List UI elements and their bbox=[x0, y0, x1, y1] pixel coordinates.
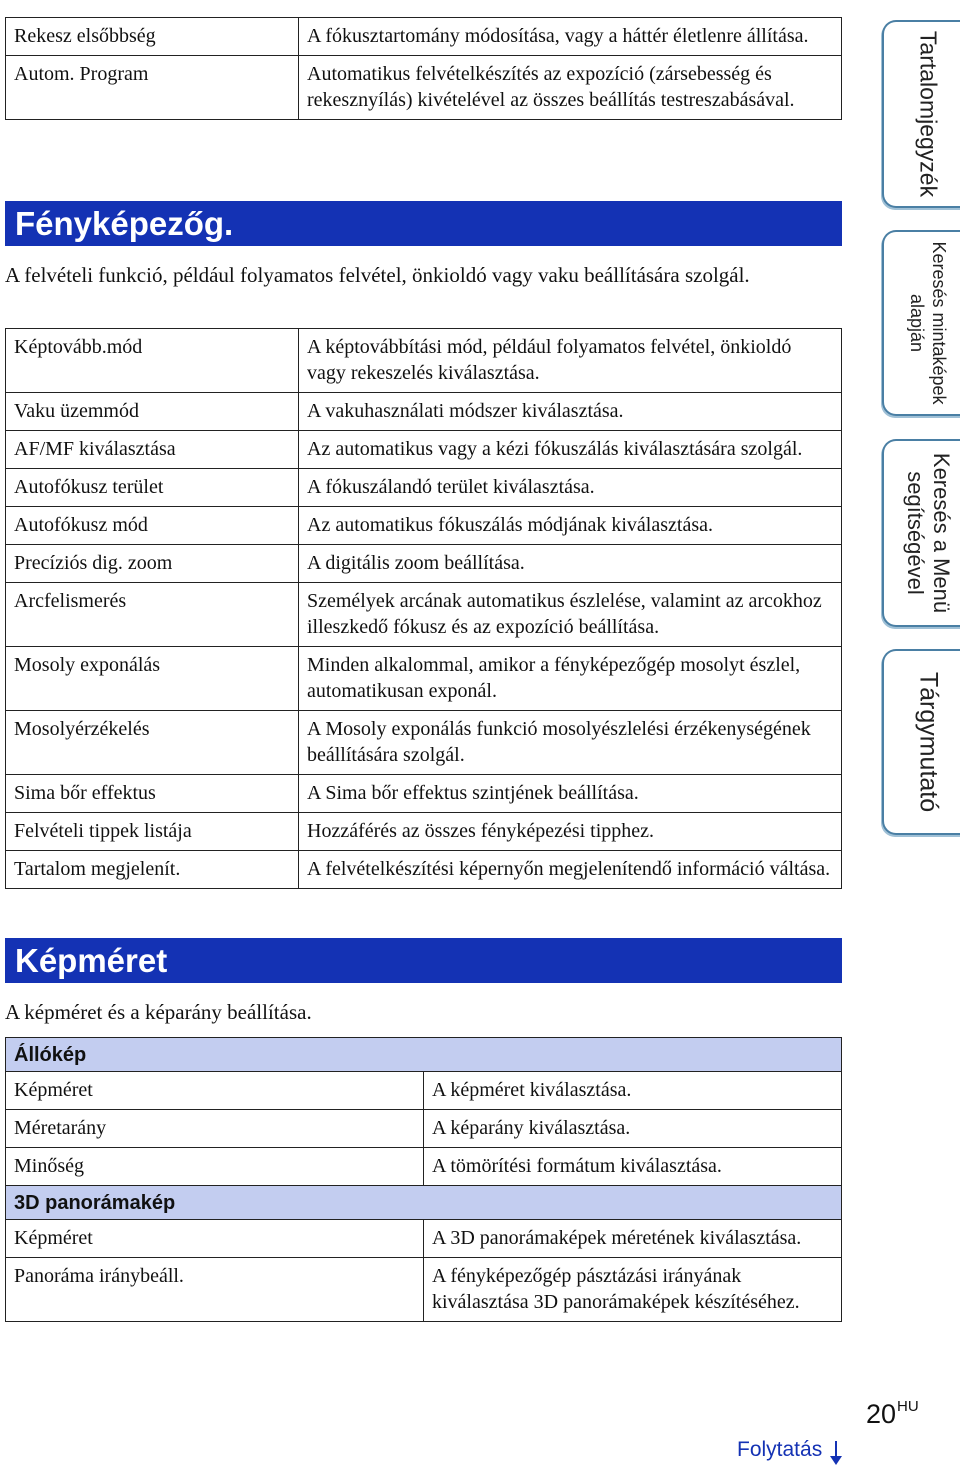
setting-desc: Minden alkalommal, amikor a fényképezőgép mosolyt észlel, automatikusan exponál. bbox=[299, 647, 842, 711]
group-label-3d-panorama: 3D panorámakép bbox=[6, 1186, 842, 1220]
table-row bbox=[6, 507, 842, 545]
setting-name: Képtovább.mód bbox=[6, 329, 299, 393]
setting-name: Méretarány bbox=[6, 1110, 424, 1148]
setting-desc: A vakuhasználati módszer kiválasztása. bbox=[299, 393, 842, 431]
setting-desc: A Mosoly exponálás funkció mosolyészlelési érzékenységének beállítására szolgál. bbox=[299, 711, 842, 775]
setting-name: Tartalom megjelenít. bbox=[6, 851, 299, 889]
table-group-row bbox=[6, 1038, 842, 1072]
tab-search-by-menu[interactable] bbox=[882, 439, 960, 627]
tab-label: Tartalomjegyzék bbox=[915, 30, 942, 198]
setting-desc: A képarány kiválasztása. bbox=[424, 1110, 842, 1148]
setting-desc: A 3D panorámaképek méretének kiválasztása. bbox=[424, 1220, 842, 1258]
setting-desc: Az automatikus fókuszálás módjának kiválasztása. bbox=[299, 507, 842, 545]
tab-label-line: Keresés mintaképek bbox=[929, 241, 949, 405]
setting-desc: A fényképezőgép pásztázási irányának kiválasztása 3D panorámaképek készítéséhez. bbox=[424, 1258, 842, 1322]
table-row bbox=[6, 329, 842, 393]
setting-desc: A Sima bőr effektus szintjének beállítása. bbox=[299, 775, 842, 813]
section-title-camera: Fényképezőg. bbox=[5, 201, 842, 246]
setting-name: Minőség bbox=[6, 1148, 424, 1186]
tab-label bbox=[906, 241, 950, 404]
tab-label-line: segítségével bbox=[903, 471, 928, 595]
setting-name: Autofókusz mód bbox=[6, 507, 299, 545]
table-row bbox=[6, 813, 842, 851]
tab-index[interactable] bbox=[882, 649, 960, 835]
table-row bbox=[6, 56, 842, 120]
setting-desc: A fókusztartomány módosítása, vagy a háttér életlenre állítása. bbox=[299, 18, 842, 56]
page-number bbox=[866, 1398, 919, 1430]
table-row bbox=[6, 1220, 842, 1258]
setting-desc: Az automatikus vagy a kézi fókuszálás kiválasztására szolgál. bbox=[299, 431, 842, 469]
arrow-down-icon bbox=[828, 1440, 844, 1466]
table-row bbox=[6, 1148, 842, 1186]
table-row bbox=[6, 647, 842, 711]
table-row bbox=[6, 851, 842, 889]
tab-label-line: Keresés a Menü bbox=[929, 452, 954, 614]
setting-name: Sima bőr effektus bbox=[6, 775, 299, 813]
setting-name: AF/MF kiválasztása bbox=[6, 431, 299, 469]
tab-label bbox=[902, 453, 954, 613]
setting-name: Autofókusz terület bbox=[6, 469, 299, 507]
setting-name: Arcfelismerés bbox=[6, 583, 299, 647]
setting-desc: Automatikus felvételkészítés az expozíció (zársebesség és rekesznyílás) kivételével az összes beállítás testreszabásával. bbox=[299, 56, 842, 120]
continue-link[interactable]: Folytatás bbox=[737, 1438, 823, 1461]
table-group-row bbox=[6, 1186, 842, 1220]
table-row bbox=[6, 711, 842, 775]
section-description-camera: A felvételi funkció, például folyamatos felvétel, önkioldó vagy vaku beállítására szolgál. bbox=[5, 263, 750, 287]
table-row bbox=[6, 775, 842, 813]
setting-name: Rekesz elsőbbség bbox=[6, 18, 299, 56]
setting-desc: Személyek arcának automatikus észlelése, valamint az arcokhoz illeszkedő fókusz és az expozíció beállítása. bbox=[299, 583, 842, 647]
tab-table-of-contents[interactable] bbox=[882, 20, 960, 208]
setting-desc: A képméret kiválasztása. bbox=[424, 1072, 842, 1110]
setting-name: Képméret bbox=[6, 1072, 424, 1110]
table-row bbox=[6, 545, 842, 583]
setting-name: Mosolyérzékelés bbox=[6, 711, 299, 775]
setting-name: Precíziós dig. zoom bbox=[6, 545, 299, 583]
setting-desc: A felvételkészítési képernyőn megjelenítendő információ váltása. bbox=[299, 851, 842, 889]
table-row bbox=[6, 1110, 842, 1148]
tab-label: Tárgymutató bbox=[914, 671, 943, 813]
setting-name: Mosoly exponálás bbox=[6, 647, 299, 711]
table-row bbox=[6, 1072, 842, 1110]
tab-label-line: alapján bbox=[907, 293, 927, 353]
table-row bbox=[6, 393, 842, 431]
table-row bbox=[6, 1258, 842, 1322]
image-size-table bbox=[5, 1037, 842, 1322]
page-number-suffix: HU bbox=[897, 1398, 919, 1415]
setting-name: Felvételi tippek listája bbox=[6, 813, 299, 851]
setting-desc: Hozzáférés az összes fényképezési tipphez. bbox=[299, 813, 842, 851]
table-row bbox=[6, 469, 842, 507]
setting-desc: A fókuszálandó terület kiválasztása. bbox=[299, 469, 842, 507]
setting-name: Képméret bbox=[6, 1220, 424, 1258]
tab-search-by-sample[interactable] bbox=[882, 230, 960, 416]
top-table bbox=[5, 17, 842, 120]
setting-desc: A digitális zoom beállítása. bbox=[299, 545, 842, 583]
table-row bbox=[6, 583, 842, 647]
camera-table bbox=[5, 328, 842, 889]
table-row bbox=[6, 18, 842, 56]
setting-name: Vaku üzemmód bbox=[6, 393, 299, 431]
setting-desc: A tömörítési formátum kiválasztása. bbox=[424, 1148, 842, 1186]
setting-desc: A képtovábbítási mód, például folyamatos felvétel, önkioldó vagy rekeszelés kiválasztása. bbox=[299, 329, 842, 393]
section-title-image-size: Képméret bbox=[5, 938, 842, 983]
setting-name: Panoráma iránybeáll. bbox=[6, 1258, 424, 1322]
section-description-image-size: A képméret és a képarány beállítása. bbox=[5, 1000, 312, 1024]
group-label-still: Állókép bbox=[6, 1038, 842, 1072]
table-row bbox=[6, 431, 842, 469]
setting-name: Autom. Program bbox=[6, 56, 299, 120]
page-number-value: 20 bbox=[866, 1399, 897, 1429]
